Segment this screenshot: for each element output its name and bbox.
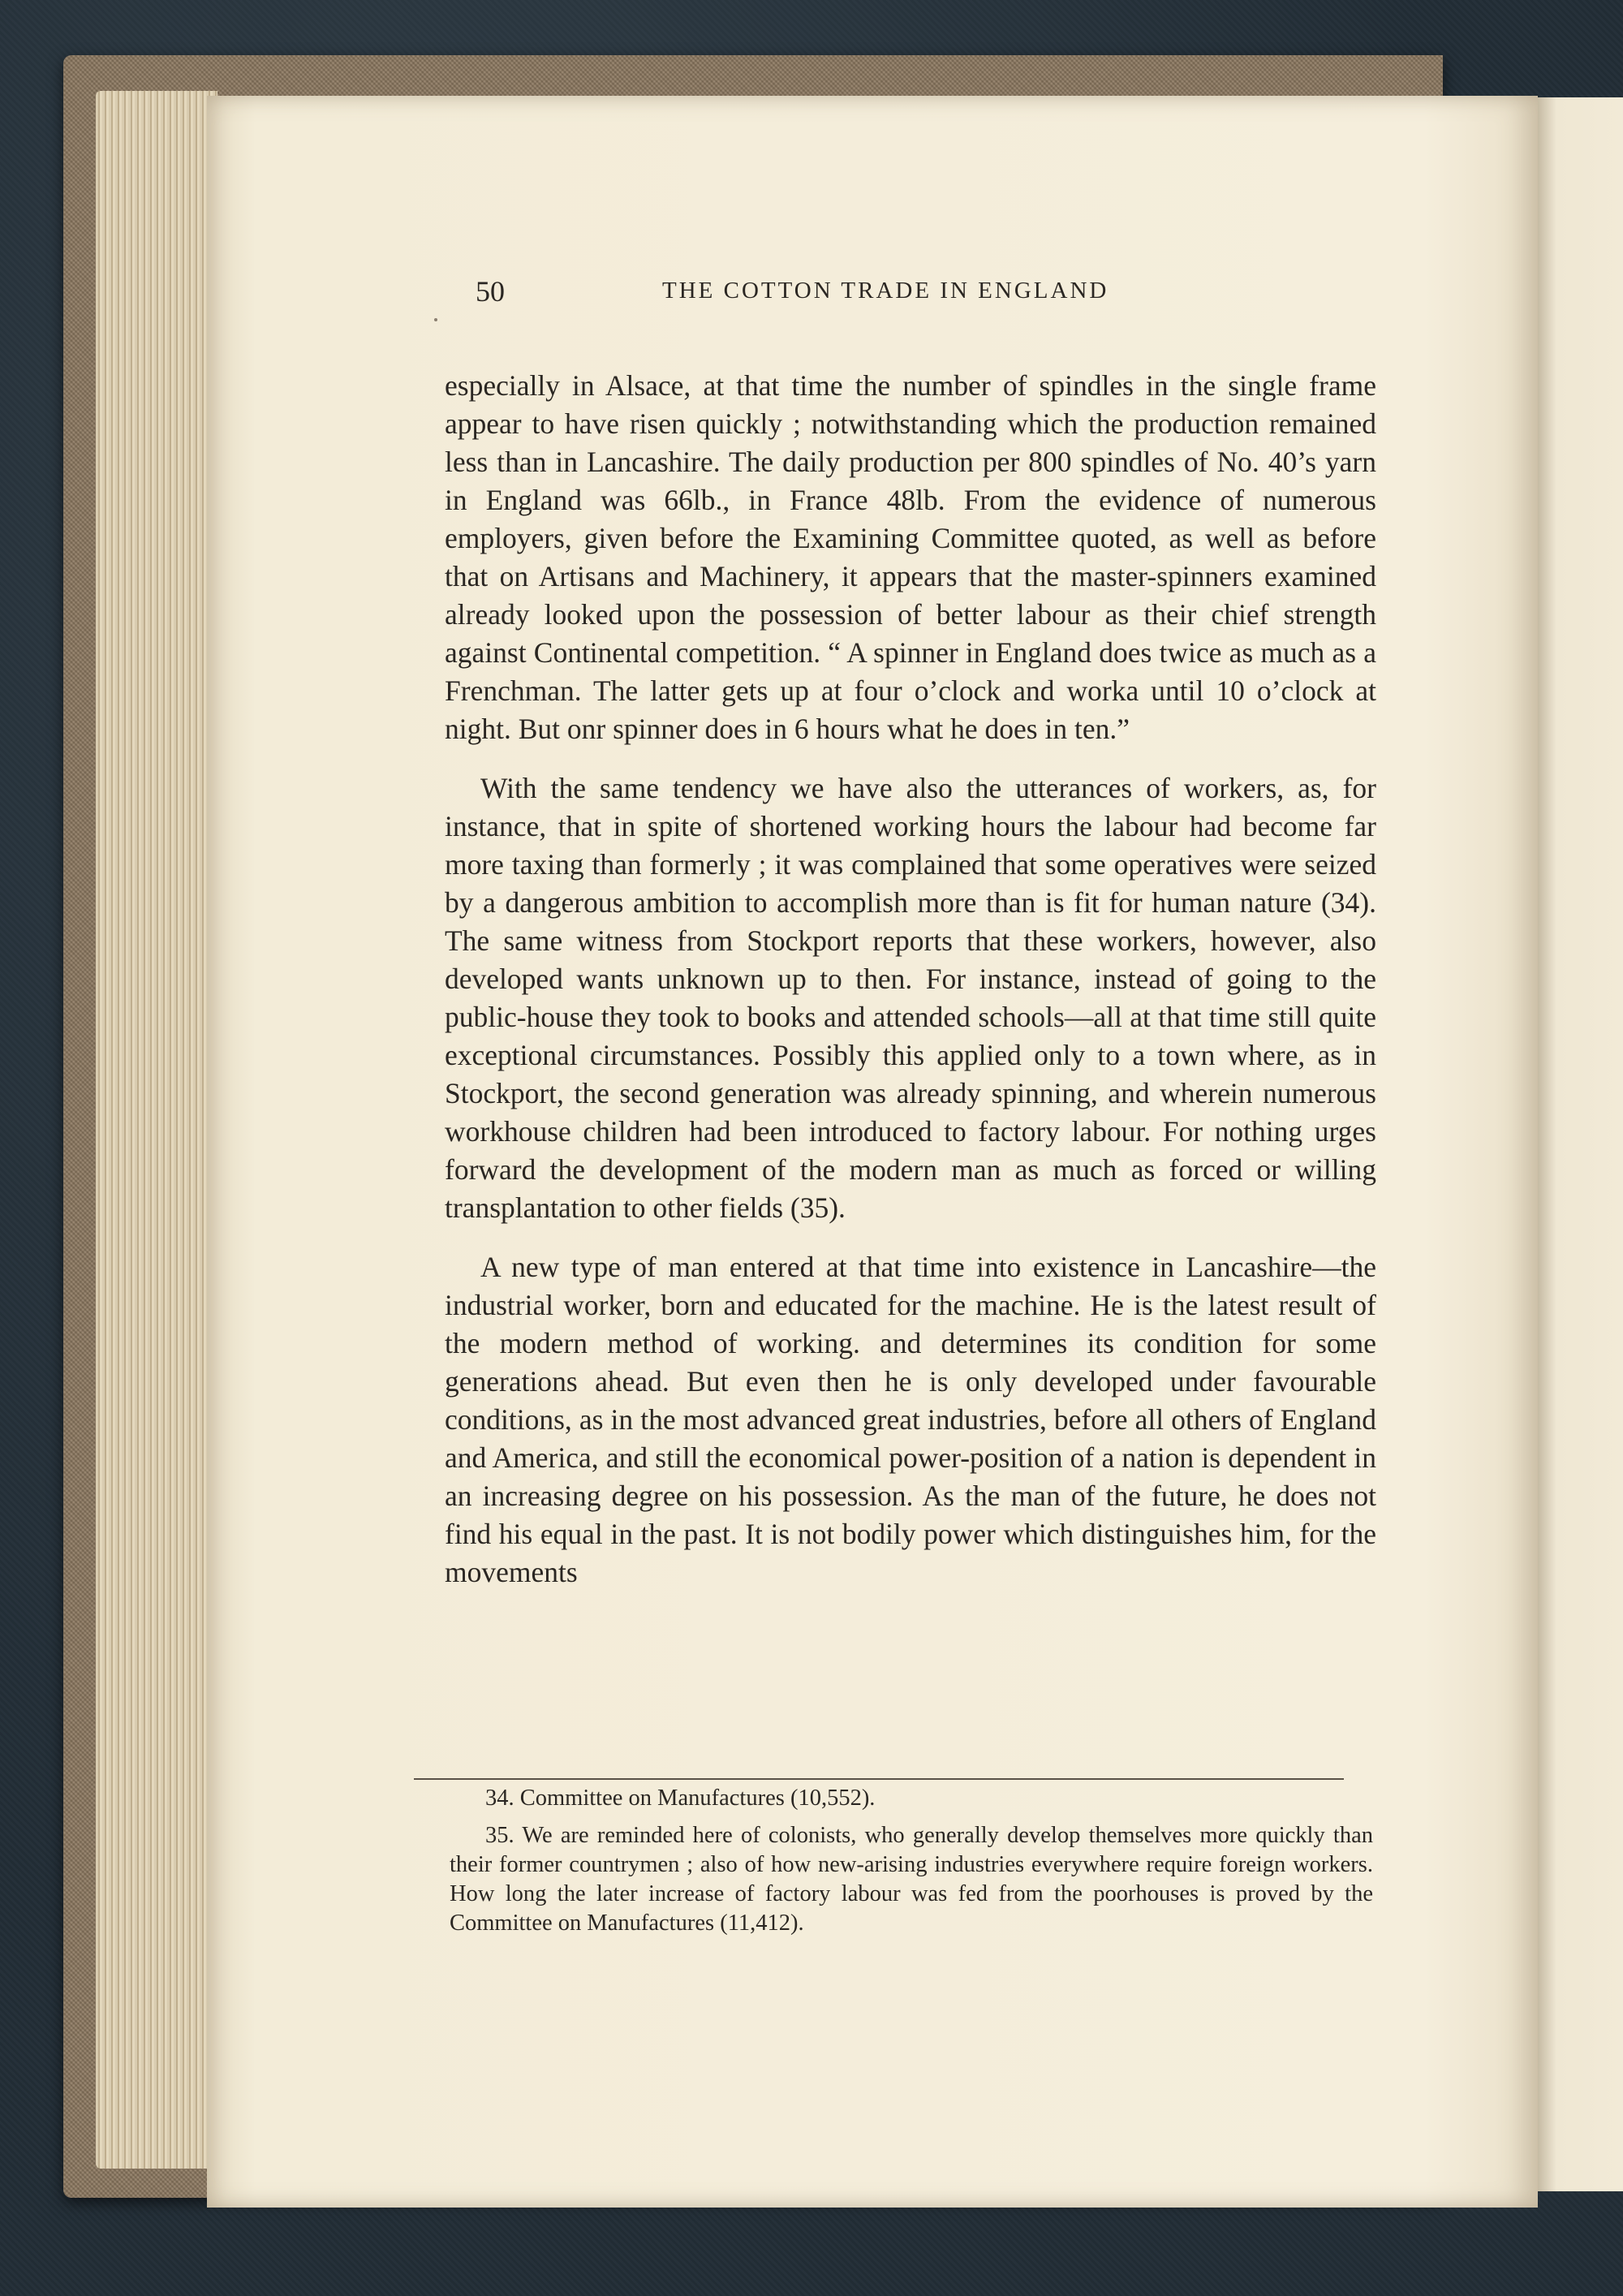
facing-page (1532, 97, 1623, 2191)
footnotes (450, 1784, 1373, 1946)
paragraph-1: especially in Alsace, at that time the number of spindles in the single frame appear to have risen quickly ; notwithstanding which the production remained less than in Lancashire. The daily production per 800 spindles of No. 40’s yarn in England was 66lb., in France 48lb. From the evidence of numerous employers, given before the Examining Committee quoted, as well as before that on Artisans and Machinery, it appears that the master-spinners examined already looked upon the possession of better labour as their chief strength against Continental competition. “ A spinner in England does twice as much as a Frenchman. The latter gets up at four o’clock and worka until 10 o’clock at night. But onr spinner does in 6 hours what he does in ten.” (445, 369, 1376, 745)
page-edges (96, 91, 217, 2169)
paragraph-2: With the same tendency we have also the utterances of workers, as, for instance, that in spite of shortened working hours the labour had become far more taxing than formerly ; it was complained that some operatives were seized by a dangerous ambition to accomplish more than is fit for human nature (34). The same witness from Stockport reports that these workers, however, also developed wants unknown up to then. For instance, instead of going to the public-house they took to books and attended schools—all at that time still quite exceptional circumstances. Possibly this applied only to a town where, as in Stockport, the second generation was already spinning, and wherein numerous workhouse children had been introduced to factory labour. For nothing urges forward the development of the modern man as much as forced or willing transplantation to other fields (35). (445, 772, 1376, 1224)
page-number: 50 (476, 275, 505, 308)
page-speck (434, 318, 437, 321)
body-text (445, 367, 1376, 1613)
footnote-rule (414, 1778, 1344, 1780)
footnote-35: 35. We are reminded here of colonists, who generally develop themselves more quickly than their former countrymen ; also of how new-arising industries everywhere require foreign workers. How long the later increase of factory labour was fed from the poorhouses is proved by the Committee on Manufactures (11,412). (450, 1823, 1373, 1936)
footnote-34: 34. Committee on Manufactures (10,552). (485, 1786, 876, 1811)
paragraph-3: A new type of man entered at that time into existence in Lancashire—the industrial worker, born and educated for the machine. He is the latest result of the modern method of working. and determines its condition for some generations ahead. But even then he is only developed under favourable conditions, as in the most advanced great industries, before all others of England and America, and still the economical power-position of a nation is dependent in an increasing degree on his possession. As the man of the future, he does not find his equal in the past. It is not bodily power which distinguishes him, for the movements (445, 1251, 1376, 1588)
running-title: THE COTTON TRADE IN ENGLAND (662, 278, 1109, 304)
